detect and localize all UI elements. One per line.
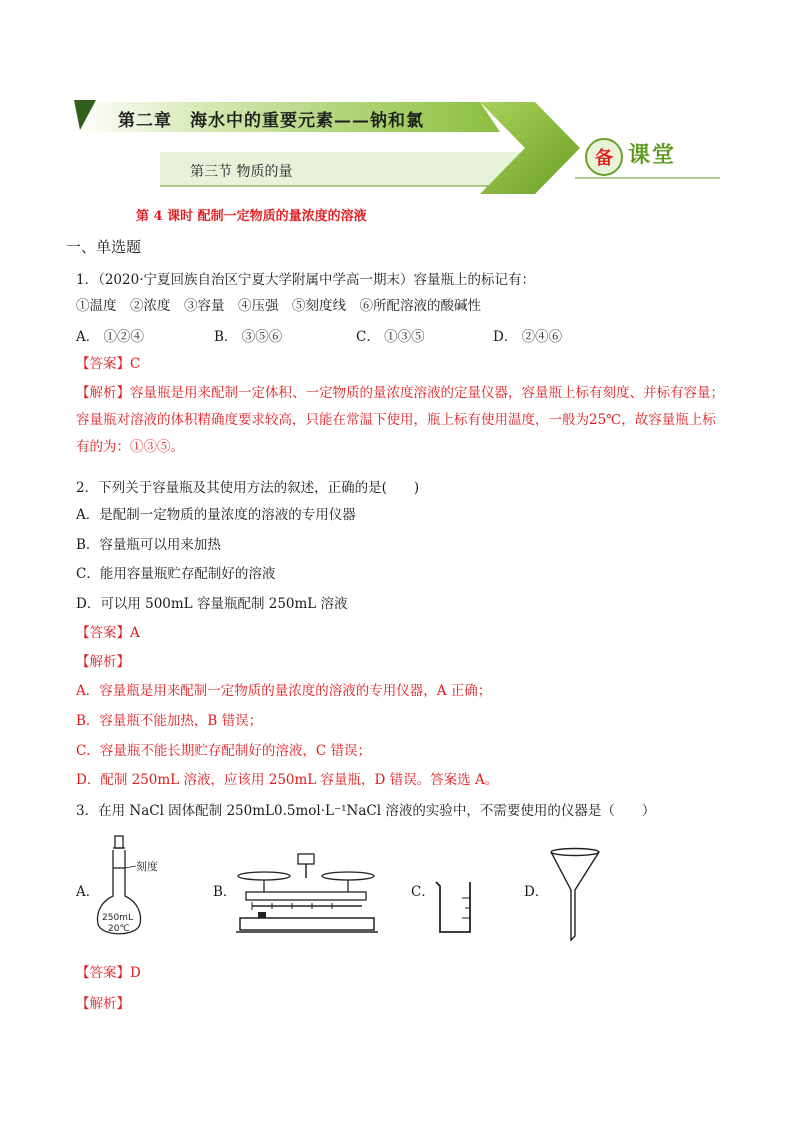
q3-answer-value: D bbox=[130, 965, 141, 981]
q2-analysis-line-d: D．配制 250mL 溶液，应该用 250mL 容量瓶，D 错误。答案选 A。 bbox=[76, 772, 499, 788]
q1-option-a: A． ①②④ bbox=[76, 329, 145, 345]
q1-answer-tag: 【答案】 bbox=[76, 356, 130, 372]
q1-analysis-text: 容量瓶是用来配制一定体积、一定物质的量浓度溶液的定量仪器，容量瓶上标有刻度、并标有容量；容量瓶对溶液的体积精确度要求较高，只能在常温下使用，瓶上标有使用温度，一般为25℃，故容量瓶上标有的为：①③⑤。 bbox=[76, 385, 724, 455]
beaker-icon bbox=[432, 878, 478, 936]
q2-option-b: B．容量瓶可以用来加热 bbox=[76, 537, 221, 553]
funnel-icon bbox=[548, 846, 602, 944]
section-title: 第三节 物质的量 bbox=[190, 164, 293, 180]
q3-analysis-tag: 【解析】 bbox=[76, 996, 130, 1012]
section-heading: 一、单选题 bbox=[66, 238, 142, 256]
flask-mark-label: 刻度 bbox=[136, 860, 158, 873]
q3-answer-tag: 【答案】 bbox=[76, 965, 130, 981]
volumetric-flask-icon bbox=[94, 834, 174, 942]
q2-stem: 2．下列关于容量瓶及其使用方法的叙述，正确的是( ) bbox=[76, 480, 420, 496]
q2-analysis-line-b: B．容量瓶不能加热，B 错误； bbox=[76, 713, 263, 729]
q2-answer-tag: 【答案】 bbox=[76, 625, 130, 641]
q2-option-a: A．是配制一定物质的量浓度的溶液的专用仪器 bbox=[76, 507, 356, 523]
q2-answer bbox=[76, 623, 140, 643]
q1-stem: 1．（2020·宁夏回族自治区宁夏大学附属中学高一期末）容量瓶上的标记有： bbox=[76, 272, 535, 288]
q1-option-d: D． ②④⑥ bbox=[493, 329, 563, 345]
q2-option-d: D．可以用 500mL 容量瓶配制 250mL 溶液 bbox=[76, 596, 348, 612]
q3-answer bbox=[76, 963, 141, 983]
badge-char: 备 bbox=[595, 148, 613, 169]
q2-analysis-tag: 【解析】 bbox=[76, 654, 130, 670]
q1-option-b: B． ③⑤⑥ bbox=[214, 329, 283, 345]
badge-icon bbox=[585, 138, 623, 176]
q3-label-c: C． bbox=[411, 884, 435, 900]
q1-answer bbox=[76, 354, 140, 374]
q2-analysis-line-c: C．容量瓶不能长期贮存配制好的溶液，C 错误； bbox=[76, 743, 371, 759]
badge-label: 课堂 bbox=[628, 142, 677, 168]
flask-temp-label: 20℃ bbox=[108, 924, 130, 934]
q3-label-a: A． bbox=[76, 884, 100, 900]
lesson-title: 第 4 课时 配制一定物质的量浓度的溶液 bbox=[136, 209, 367, 224]
q1-analysis bbox=[76, 380, 728, 461]
q1-option-c: C． ①③⑤ bbox=[356, 329, 425, 345]
q1-items: ①温度 ②浓度 ③容量 ④压强 ⑤刻度线 ⑥所配溶液的酸碱性 bbox=[76, 298, 481, 314]
q3-stem: 3．在用 NaCl 固体配制 250mL0.5mol·L⁻¹NaCl 溶液的实验中，不需要使用的仪器是（ ） bbox=[76, 803, 656, 819]
balance-scale-icon bbox=[232, 850, 382, 936]
q3-label-b: B． bbox=[213, 884, 237, 900]
q1-analysis-tag: 【解析】 bbox=[76, 385, 130, 401]
q2-answer-value: A bbox=[130, 625, 140, 641]
flask-volume-label: 250mL bbox=[102, 913, 133, 923]
q2-option-c: C．能用容量瓶贮存配制好的溶液 bbox=[76, 566, 276, 582]
q1-answer-value: C bbox=[130, 356, 141, 372]
chapter-title: 第二章 海水中的重要元素——钠和氯 bbox=[118, 111, 424, 131]
q3-label-d: D． bbox=[524, 884, 549, 900]
q2-analysis-line-a: A．容量瓶是用来配制一定物质的量浓度的溶液的专用仪器，A 正确； bbox=[76, 683, 492, 699]
